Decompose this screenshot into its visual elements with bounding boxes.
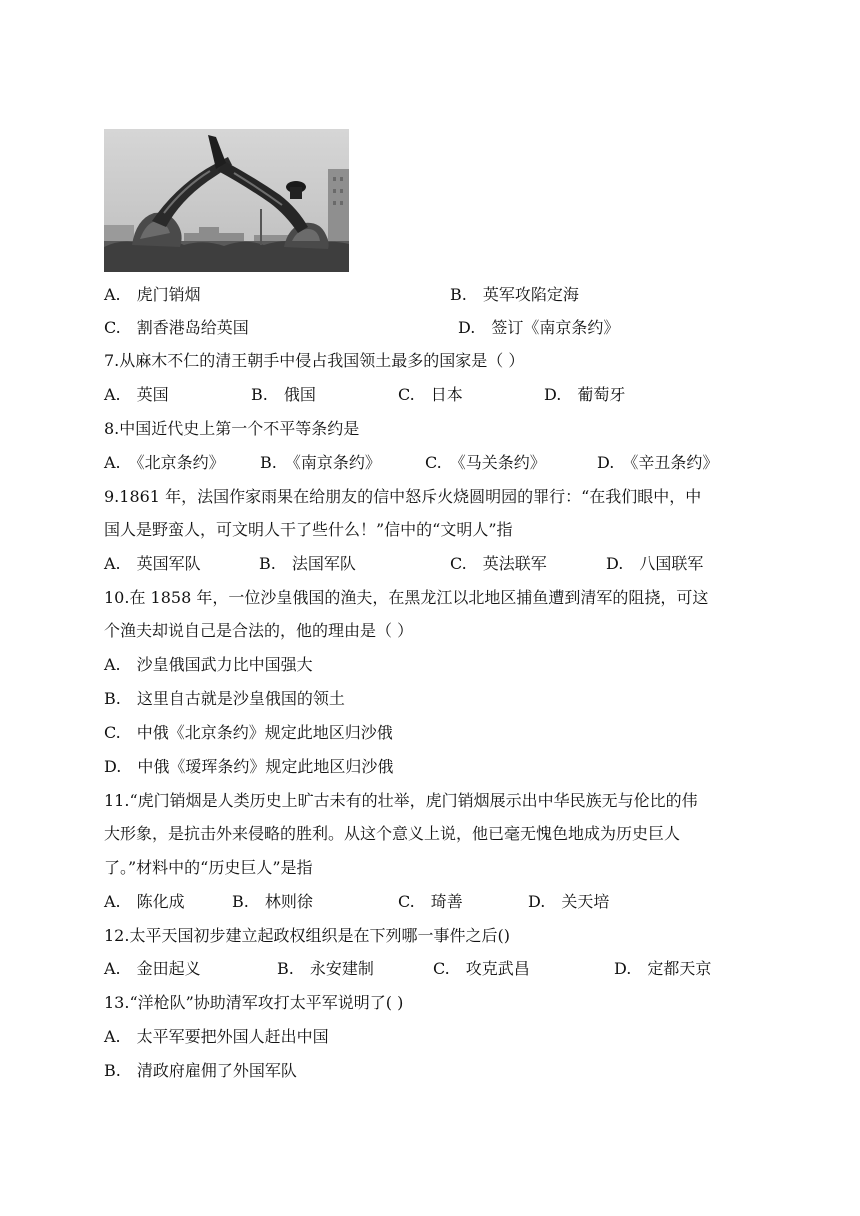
q9-option-d: D. 八国联军: [606, 554, 704, 573]
q11-stem-line2: 大形象，是抗击外来侵略的胜利。从这个意义上说，他已毫无愧色地成为历史巨人: [104, 824, 681, 843]
monument-image: [104, 129, 349, 272]
q6-option-b: B. 英军攻陷定海: [450, 285, 579, 304]
q7-option-a: A. 英国: [104, 385, 169, 404]
q9-stem-line1: 9.1861 年，法国作家雨果在给朋友的信中怒斥火烧圆明园的罪行：“在我们眼中，中: [104, 487, 702, 506]
q7-option-c: C. 日本: [398, 385, 463, 404]
q6-option-d: D. 签订《南京条约》: [458, 318, 620, 337]
q11-stem-line3: 了。”材料中的“历史巨人”是指: [104, 858, 313, 877]
q12-option-c: C. 攻克武昌: [433, 959, 530, 978]
q8-option-c: C. 《马关条约》: [425, 453, 546, 472]
q6-option-a: A. 虎门销烟: [104, 285, 201, 304]
q13-stem: 13.“洋枪队”协助清军攻打太平军说明了( ): [104, 993, 404, 1012]
monument-photo: [104, 129, 349, 272]
q10-option-d: D. 中俄《瑷珲条约》规定此地区归沙俄: [104, 757, 394, 776]
q12-option-a: A. 金田起义: [104, 959, 201, 978]
q10-stem-line1: 10.在 1858 年，一位沙皇俄国的渔夫，在黑龙江以北地区捕鱼遭到清军的阻挠，可这: [104, 588, 709, 607]
q10-option-c: C. 中俄《北京条约》规定此地区归沙俄: [104, 723, 393, 742]
q12-option-b: B. 永安建制: [277, 959, 374, 978]
q13-option-a: A. 太平军要把外国人赶出中国: [104, 1027, 329, 1046]
q10-stem-line2: 个渔夫却说自己是合法的，他的理由是（ ）: [104, 621, 414, 640]
q7-stem: 7.从麻木不仁的清王朝手中侵占我国领土最多的国家是（ ）: [104, 351, 525, 370]
q9-option-b: B. 法国军队: [259, 554, 356, 573]
q7-option-b: B. 俄国: [251, 385, 316, 404]
q12-stem: 12.太平天国初步建立起政权组织是在下列哪一事件之后(): [104, 926, 510, 945]
q12-option-d: D. 定都天京: [614, 959, 712, 978]
q8-option-d: D. 《辛丑条约》: [597, 453, 719, 472]
q7-option-d: D. 葡萄牙: [544, 385, 626, 404]
q11-option-c: C. 琦善: [398, 892, 463, 911]
q9-stem-line2: 国人是野蛮人，可文明人干了些什么！”信中的“文明人”指: [104, 520, 513, 539]
q13-option-b: B. 清政府雇佣了外国军队: [104, 1061, 297, 1080]
q6-option-c: C. 割香港岛给英国: [104, 318, 249, 337]
q8-option-a: A. 《北京条约》: [104, 453, 225, 472]
q9-option-c: C. 英法联军: [450, 554, 547, 573]
q10-option-b: B. 这里自古就是沙皇俄国的领土: [104, 689, 345, 708]
q8-option-b: B. 《南京条约》: [260, 453, 381, 472]
q9-option-a: A. 英国军队: [104, 554, 201, 573]
q11-option-d: D. 关天培: [528, 892, 610, 911]
q11-stem-line1: 11.“虎门销烟是人类历史上旷古未有的壮举，虎门销烟展示出中华民族无与伦比的伟: [104, 791, 698, 810]
q11-option-b: B. 林则徐: [232, 892, 313, 911]
q10-option-a: A. 沙皇俄国武力比中国强大: [104, 655, 313, 674]
q8-stem: 8.中国近代史上第一个不平等条约是: [104, 419, 360, 438]
q11-option-a: A. 陈化成: [104, 892, 185, 911]
